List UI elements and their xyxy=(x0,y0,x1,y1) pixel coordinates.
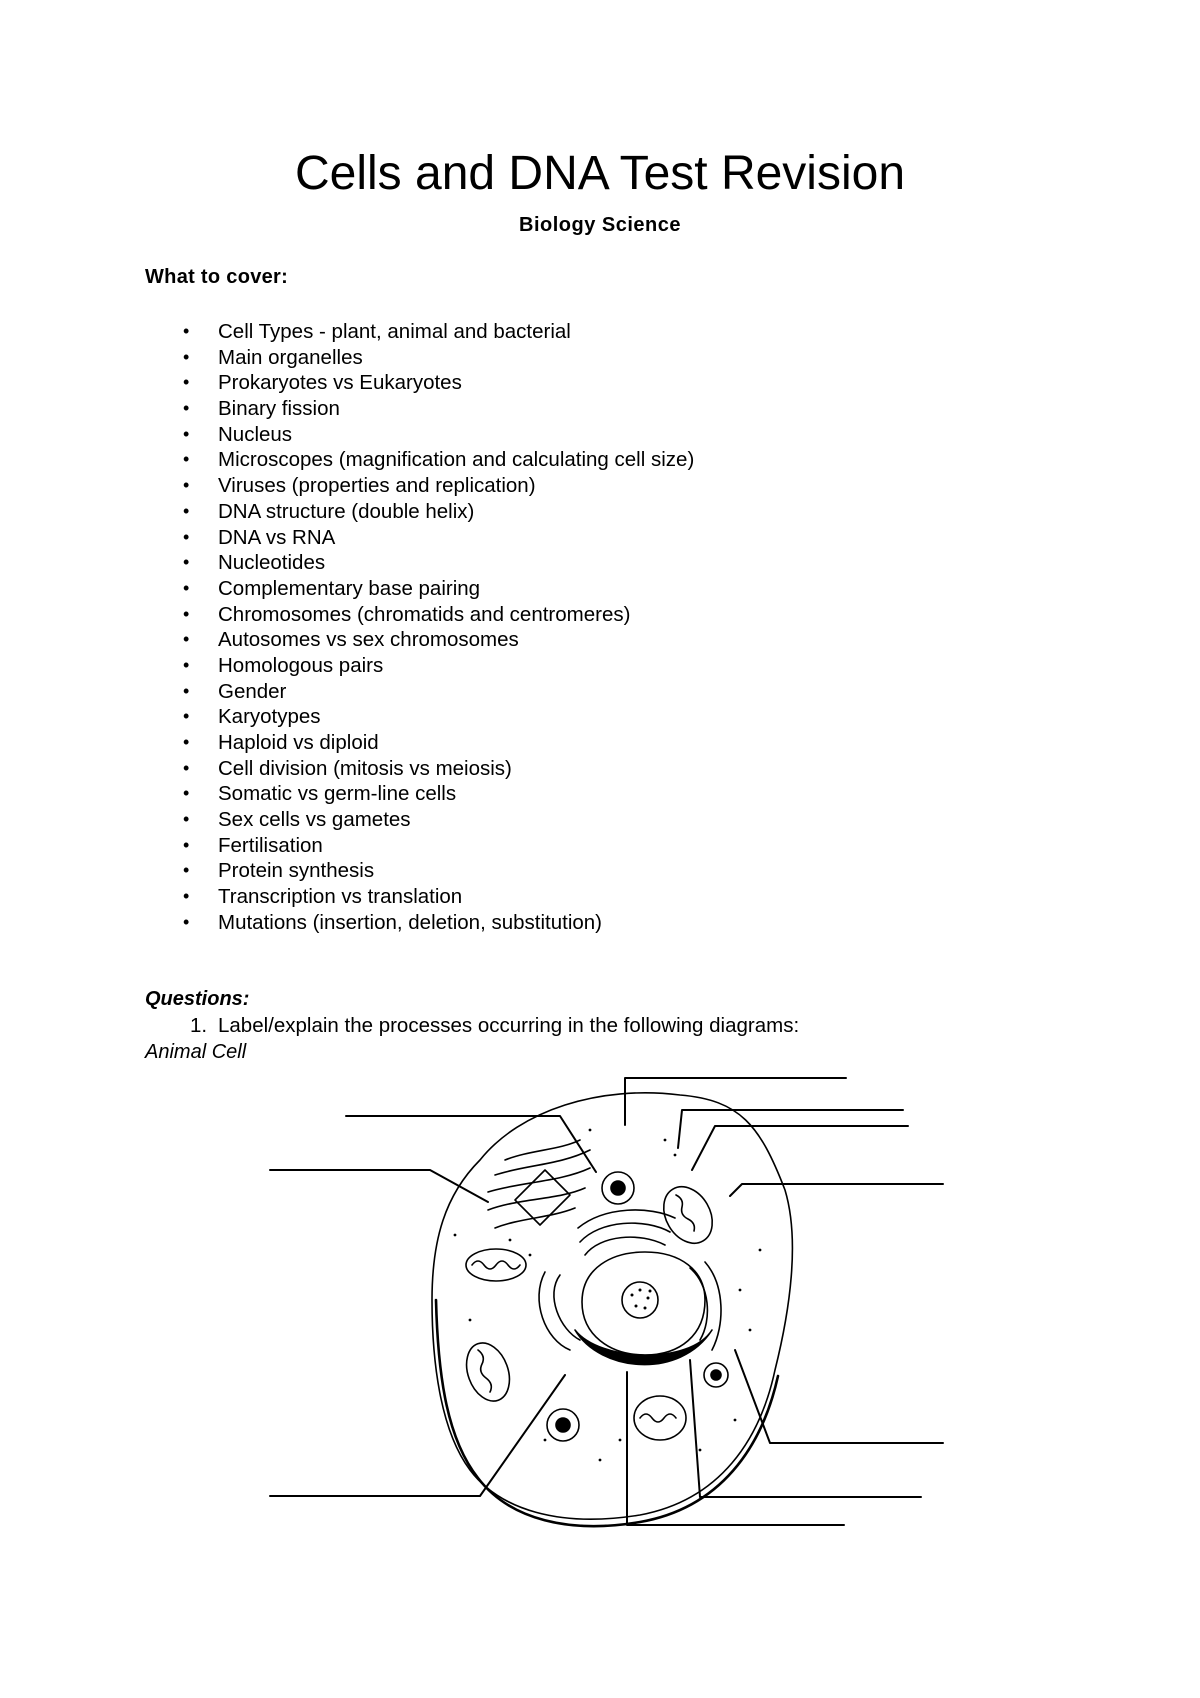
list-item: • Homologous pairs xyxy=(183,653,384,677)
list-item: • Protein synthesis xyxy=(183,859,375,883)
list-item: • Somatic vs germ-line cells xyxy=(183,782,457,806)
bullet-icon: • xyxy=(183,732,190,752)
bullet-icon: • xyxy=(183,757,190,778)
bullet-icon: • xyxy=(183,911,190,932)
list-item: • Prokaryotes vs Eukaryotes xyxy=(183,371,462,395)
bullet-icon: • xyxy=(183,706,190,727)
list-item: • Fertilisation xyxy=(183,833,323,857)
bullet-icon: • xyxy=(183,603,190,624)
bullet-icon: • xyxy=(183,809,190,830)
bullet-icon: • xyxy=(183,680,190,701)
list-item: • Sex cells vs gametes xyxy=(183,808,411,832)
bullet-icon: • xyxy=(183,654,190,675)
bullet-icon: • xyxy=(183,372,190,393)
list-item: • Autosomes vs sex chromosomes xyxy=(183,628,519,652)
bullet-icon: • xyxy=(183,346,190,367)
list-item: • Haploid vs diploid xyxy=(183,731,379,754)
mitochondria xyxy=(459,1178,722,1440)
list-item: • Cell division (mitosis vs meiosis) xyxy=(183,756,512,780)
bullet-icon: • xyxy=(183,860,190,881)
label-lines xyxy=(270,1078,943,1525)
bullet-icon: • xyxy=(183,423,190,444)
cell-membrane xyxy=(432,1093,792,1519)
question-text: Label/explain the processes occurring in the following diagrams: xyxy=(218,1014,800,1037)
cover-list xyxy=(145,319,694,936)
lysosomes xyxy=(547,1172,728,1441)
cover-heading: What to cover: xyxy=(145,266,289,288)
list-item: • Mutations (insertion, deletion, substitution) xyxy=(183,910,603,934)
bullet-icon: • xyxy=(183,552,190,573)
bullet-icon: • xyxy=(183,449,190,470)
bullet-icon: • xyxy=(183,500,190,521)
list-item: • Transcription vs translation xyxy=(183,885,463,909)
question-number: 1. xyxy=(190,1014,208,1037)
list-item: • Binary fission xyxy=(183,397,340,421)
golgi-apparatus xyxy=(539,1210,721,1350)
page-title: Cells and DNA Test Revision xyxy=(294,147,906,200)
nucleolus xyxy=(622,1282,658,1318)
rough-er xyxy=(488,1140,590,1228)
list-item: • Cell Types - plant, animal and bacterial xyxy=(183,320,571,343)
list-item: • Karyotypes xyxy=(183,705,321,729)
list-item: • Viruses (properties and replication) xyxy=(183,474,536,498)
list-item: • Complementary base pairing xyxy=(183,576,481,600)
list-item: • DNA vs RNA xyxy=(183,525,336,549)
list-item: • DNA structure (double helix) xyxy=(183,499,475,523)
bullet-icon: • xyxy=(183,475,190,496)
diagram-caption: Animal Cell xyxy=(145,1041,247,1063)
bullet-icon: • xyxy=(183,526,190,547)
bullet-icon: • xyxy=(183,886,190,907)
list-item: • Nucleotides xyxy=(183,551,326,575)
page-subtitle: Biology Science xyxy=(519,214,681,236)
list-item: • Gender xyxy=(183,679,287,703)
bullet-icon: • xyxy=(183,783,190,804)
list-item: • Microscopes (magnification and calculating cell size) xyxy=(183,448,695,472)
bullet-icon: • xyxy=(183,629,190,650)
list-item: • Main organelles xyxy=(183,345,363,369)
question-1 xyxy=(190,1014,799,1038)
list-item: • Nucleus xyxy=(183,422,293,446)
bullet-icon: • xyxy=(183,398,190,419)
list-item: • Chromosomes (chromatids and centromeres) xyxy=(183,602,631,626)
bullet-icon: • xyxy=(183,577,190,598)
questions-heading: Questions: xyxy=(145,988,250,1010)
bullet-icon: • xyxy=(183,834,190,855)
nucleus xyxy=(582,1252,705,1355)
bullet-icon: • xyxy=(183,321,190,341)
